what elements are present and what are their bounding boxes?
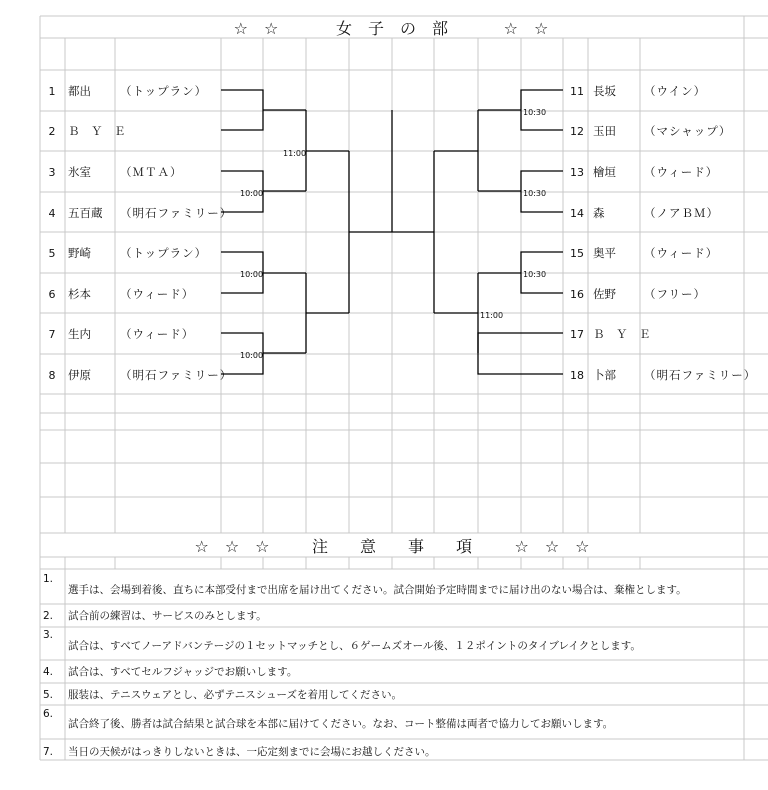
player-team: （明石ファミリー） — [120, 368, 233, 382]
player-team: （ウィード） — [120, 287, 195, 301]
note-number: 4. — [43, 666, 54, 678]
seed-number: 3 — [48, 166, 56, 179]
player-name: 森 — [593, 206, 605, 220]
title-left-stars: ☆ ☆ — [233, 19, 279, 38]
player-team: （ウイン） — [644, 84, 707, 98]
match-time: 11:00 — [283, 149, 307, 158]
player-name: Ｂ Ｙ Ｅ — [593, 327, 651, 341]
player-team: （明石ファミリー） — [120, 206, 233, 220]
match-time: 10:00 — [240, 351, 264, 360]
seed-number: 5 — [48, 247, 56, 260]
seed-number: 14 — [570, 207, 584, 220]
match-time: 10:30 — [523, 108, 547, 117]
left-player-list — [49, 84, 233, 382]
title-right-stars: ☆ ☆ — [503, 19, 549, 38]
player-name: 伊原 — [68, 368, 91, 382]
right-player-list — [570, 84, 756, 382]
player-name: 都出 — [68, 84, 91, 98]
seed-number: 1 — [48, 85, 56, 98]
seed-number: 2 — [48, 125, 56, 138]
seed-number: 13 — [570, 166, 584, 179]
player-name: 杉本 — [68, 287, 91, 301]
player-team: （ノアＢＭ） — [644, 206, 719, 220]
notes-left-stars: ☆ ☆ ☆ — [194, 537, 270, 556]
player-name: 玉田 — [593, 124, 616, 138]
seed-number: 15 — [570, 247, 584, 260]
bracket-match-1-2 — [221, 90, 263, 130]
seed-number: 18 — [570, 369, 584, 382]
seed-number: 4 — [48, 207, 56, 220]
note-number: 1. — [43, 573, 54, 585]
player-team: （フリー） — [644, 287, 707, 301]
note-number: 6. — [43, 708, 54, 720]
player-team: （ウィード） — [644, 165, 719, 179]
note-number: 2. — [43, 610, 54, 622]
note-text: 当日の天候がはっきりしないときは、一応定刻までに会場にお越しください。 — [68, 746, 436, 758]
player-name: 佐野 — [593, 287, 616, 301]
note-text: 試合終了後、勝者は試合結果と試合球を本部に届けてください。なお、コート整備は両者で協力してお願いします。 — [68, 718, 614, 730]
note-text: 試合前の練習は、サービスのみとします。 — [68, 610, 267, 622]
match-time: 10:00 — [240, 189, 264, 198]
notes-right-stars: ☆ ☆ ☆ — [514, 537, 590, 556]
note-number: 5. — [43, 689, 54, 701]
note-text: 試合は、すべてノーアドバンテージの１セットマッチとし、６ゲームズオール後、１２ポイントのタイブレイクとします。 — [68, 640, 641, 652]
match-time: 10:00 — [240, 270, 264, 279]
note-text: 服装は、テニスウェアとし、必ずテニスシューズを着用してください。 — [68, 689, 403, 701]
notes-list — [43, 573, 687, 758]
player-team: （マシャップ） — [644, 124, 732, 138]
player-team: （ウィード） — [644, 246, 719, 260]
note-number: 7. — [43, 746, 54, 758]
player-team: （ウィード） — [120, 327, 195, 341]
notes-title: 注 意 事 項 — [311, 537, 473, 556]
match-time: 10:30 — [523, 270, 547, 279]
seed-number: 7 — [48, 328, 56, 341]
player-team: （明石ファミリー） — [644, 368, 757, 382]
match-time: 10:30 — [523, 189, 547, 198]
seed-number: 6 — [48, 288, 56, 301]
bracket-title: 女 子 の 部 — [335, 19, 449, 38]
seed-number: 17 — [570, 328, 584, 341]
note-text: 試合は、すべてセルフジャッジでお願いします。 — [68, 666, 298, 678]
player-name: 奥平 — [593, 246, 616, 260]
player-name: 氷室 — [68, 165, 91, 179]
player-name: Ｂ Ｙ Ｅ — [68, 124, 126, 138]
player-name: 五百蔵 — [68, 206, 103, 220]
player-team: （トップラン） — [120, 246, 208, 260]
seed-number: 8 — [48, 369, 56, 382]
match-time: 11:00 — [480, 311, 504, 320]
player-name: 生内 — [68, 327, 91, 341]
player-team: （ＭＴＡ） — [120, 165, 183, 179]
seed-number: 11 — [570, 85, 584, 98]
seed-number: 16 — [570, 288, 584, 301]
note-text: 選手は、会場到着後、直ちに本部受付まで出席を届け出てください。試合開始予定時間までに届け出のない場合は、棄権とします。 — [68, 584, 687, 596]
player-name: 野崎 — [68, 246, 91, 260]
note-number: 3. — [43, 629, 54, 641]
player-name: 卜部 — [593, 368, 616, 382]
player-name: 檜垣 — [593, 165, 616, 179]
seed-number: 12 — [570, 125, 584, 138]
player-name: 長坂 — [593, 84, 616, 98]
player-team: （トップラン） — [120, 84, 208, 98]
